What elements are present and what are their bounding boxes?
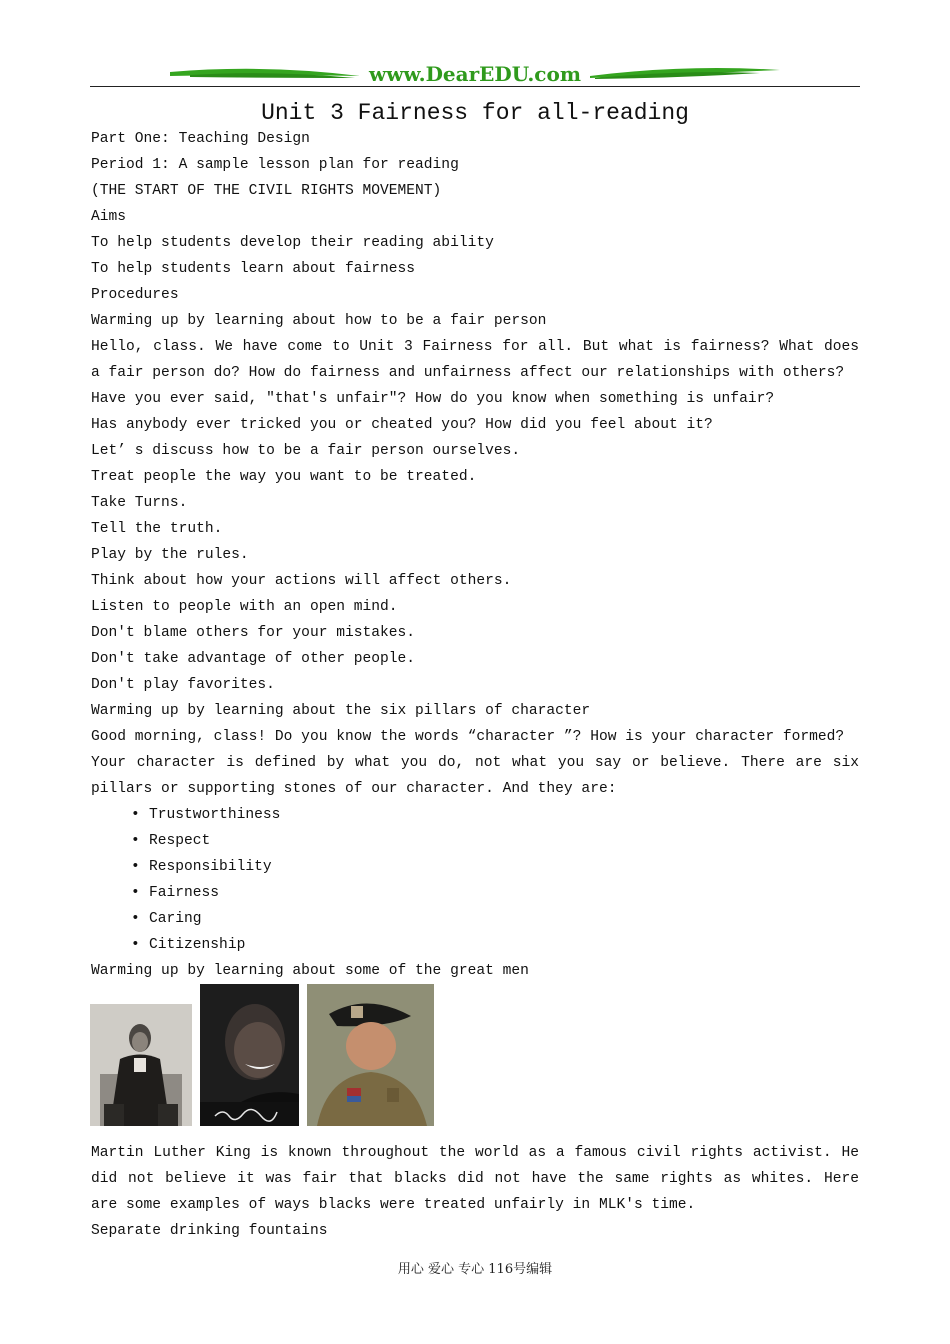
list-item: [91, 880, 859, 906]
pillar-label: Caring: [149, 911, 202, 927]
text-line: Don't take advantage of other people.: [91, 651, 416, 667]
paragraph-character: Your character is defined by what you do, not what you say or believe. There are six pillars or supporting stones of our character. And they are:: [91, 755, 859, 797]
pillar-label: Trustworthiness: [149, 807, 281, 823]
text-line: To help students learn about fairness: [91, 261, 416, 277]
paragraph-mlk: Martin Luther King is known throughout the world as a famous civil rights activist. He did not believe it was fair that blacks did not have the same rights as whites. Here are some examples of ways blacks were treated unfairly in MLK's time.: [91, 1145, 859, 1213]
paragraph-hello: Hello, class. We have come to Unit 3 Fairness for all. But what is fairness? What does a fair person do? How do fairness and unfairness affect our relationships with others?: [91, 339, 859, 381]
pillar-label: Fairness: [149, 885, 220, 901]
page-title: Unit 3 Fairness for all-reading: [261, 100, 689, 126]
text-line: Part One: Teaching Design: [91, 131, 310, 147]
list-item: [91, 828, 859, 854]
document-body-continued: [91, 1140, 859, 1244]
text-line: Don't play favorites.: [91, 677, 275, 693]
text-line: Good morning, class! Do you know the words “character ”? How is your character formed?: [91, 729, 845, 745]
pillar-label: Citizenship: [149, 937, 246, 953]
bullet-icon: •: [131, 833, 140, 849]
text-line: Don't blame others for your mistakes.: [91, 625, 416, 641]
list-item: [91, 932, 859, 958]
text-line: Let’ s discuss how to be a fair person ourselves.: [91, 443, 521, 459]
bullet-icon: •: [131, 937, 140, 953]
page-footer: 用心 爱心 专心 116号编辑: [397, 1262, 553, 1277]
list-item: [91, 906, 859, 932]
header-logo-band: [90, 62, 860, 88]
text-line: Play by the rules.: [91, 547, 249, 563]
text-line: (THE START OF THE CIVIL RIGHTS MOVEMENT): [91, 183, 442, 199]
list-item: [91, 854, 859, 880]
document-body: [91, 126, 859, 984]
text-line: Tell the truth.: [91, 521, 223, 537]
portrait-lincoln-image: [90, 1004, 192, 1126]
text-line: Treat people the way you want to be treated.: [91, 469, 477, 485]
portrait-montgomery-image: [307, 984, 434, 1126]
portrait-mlk-image: [200, 984, 299, 1126]
pillar-label: Respect: [149, 833, 211, 849]
header-rule: [90, 86, 860, 87]
bullet-icon: •: [131, 911, 140, 927]
text-line: Have you ever said, "that's unfair"? How do you know when something is unfair?: [91, 391, 775, 407]
text-line: Aims: [91, 209, 127, 225]
right-swoosh-icon: [590, 66, 780, 82]
list-item: [91, 802, 859, 828]
bullet-icon: •: [131, 885, 140, 901]
text-line: Separate drinking fountains: [91, 1223, 328, 1239]
text-line: Period 1: A sample lesson plan for reading: [91, 157, 459, 173]
pillar-label: Responsibility: [149, 859, 272, 875]
pillars-list: [91, 802, 859, 958]
text-line: Think about how your actions will affect others.: [91, 573, 512, 589]
text-line: Has anybody ever tricked you or cheated you? How did you feel about it?: [91, 417, 713, 433]
text-line: To help students develop their reading ability: [91, 235, 494, 251]
left-swoosh-icon: [170, 66, 360, 82]
site-logo: www.DearEDU.com: [368, 62, 581, 86]
text-line: Warming up by learning about the six pillars of character: [91, 703, 591, 719]
bullet-icon: •: [131, 807, 140, 823]
bullet-icon: •: [131, 859, 140, 875]
text-line: Take Turns.: [91, 495, 188, 511]
text-line: Warming up by learning about how to be a fair person: [91, 313, 547, 329]
text-line: Listen to people with an open mind.: [91, 599, 398, 615]
text-line: Procedures: [91, 287, 179, 303]
text-line: Warming up by learning about some of the great men: [91, 963, 529, 979]
